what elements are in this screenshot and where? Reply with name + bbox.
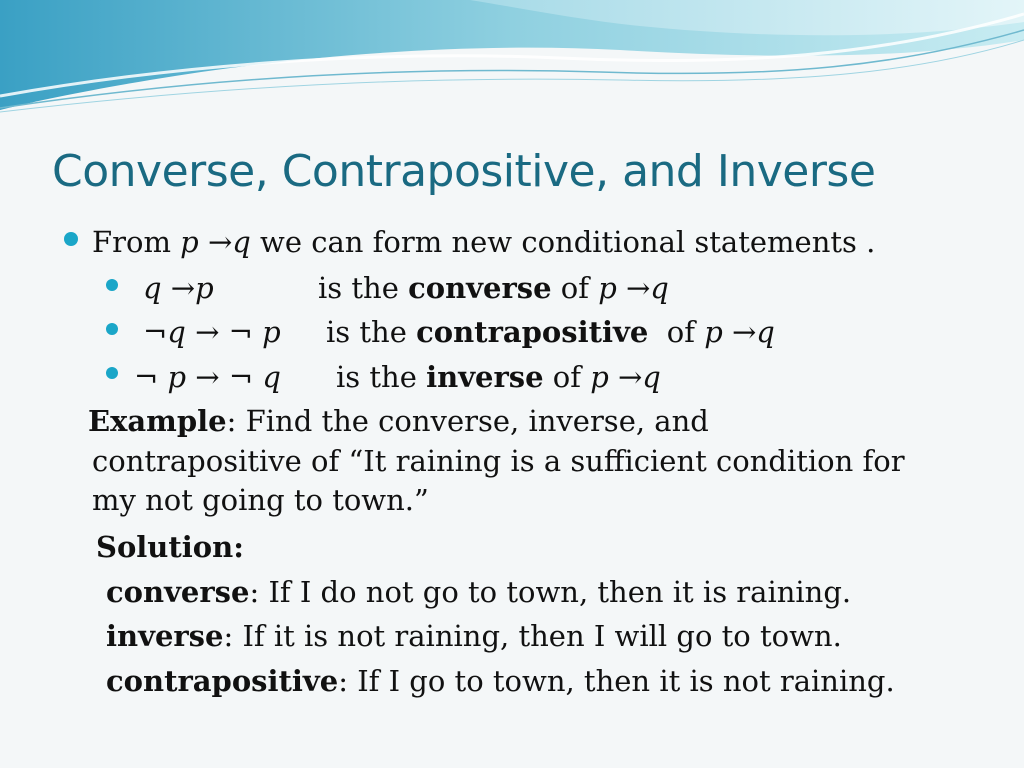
example-line-2: contrapositive of “It raining is a sufficient condition for	[92, 444, 905, 478]
example-line-1	[88, 404, 709, 438]
solution-contrapositive-term: contrapositive	[106, 664, 339, 698]
intro-text-before: From	[92, 225, 171, 259]
contrapositive-of-expression: p →q	[704, 315, 775, 349]
converse-term: converse	[408, 271, 552, 305]
solution-label	[96, 530, 244, 564]
solution-converse-term: converse	[106, 575, 250, 609]
converse-description	[318, 271, 669, 305]
inverse-of-expression: p →q	[590, 360, 661, 394]
inverse-pre: is the	[336, 360, 417, 394]
contrapositive-post: of	[666, 315, 695, 349]
contrapositive-term: contrapositive	[416, 315, 649, 349]
converse-post: of	[560, 271, 589, 305]
inverse-post: of	[552, 360, 581, 394]
slide-title: Converse, Contrapositive, and Inverse	[52, 146, 876, 197]
converse-of-expression: p →q	[598, 271, 669, 305]
intro-line	[92, 225, 875, 259]
solution-contrapositive-text: : If I go to town, then it is not raining.	[338, 664, 895, 698]
contrapositive-description	[326, 315, 775, 349]
solution-contrapositive	[106, 664, 895, 698]
bullet-dot-icon	[64, 232, 78, 246]
inverse-term: inverse	[426, 360, 544, 394]
inverse-description	[336, 360, 661, 394]
contrapositive-expression: ¬q → ¬ p	[143, 315, 281, 349]
bullet-dot-icon	[106, 323, 118, 335]
solution-inverse-text: : If it is not raining, then I will go to town.	[223, 619, 842, 653]
solution-heading: Solution:	[96, 530, 244, 564]
solution-inverse	[106, 619, 842, 653]
contrapositive-pre: is the	[326, 315, 407, 349]
converse-expression: q →p	[143, 271, 214, 305]
example-label: Example	[88, 404, 227, 438]
bullet-dot-icon	[106, 367, 118, 379]
inverse-expression: ¬ p → ¬ q	[134, 360, 281, 394]
example-line-3: my not going to town.”	[92, 483, 429, 517]
converse-pre: is the	[318, 271, 399, 305]
intro-text-after: we can form new conditional statements .	[260, 225, 876, 259]
solution-converse-text: : If I do not go to town, then it is raining.	[249, 575, 852, 609]
bullet-dot-icon	[106, 279, 118, 291]
solution-converse	[106, 575, 851, 609]
solution-inverse-term: inverse	[106, 619, 224, 653]
intro-expression: p →q	[180, 225, 251, 259]
example-text-1: : Find the converse, inverse, and	[226, 404, 709, 438]
header-wave-decoration	[0, 0, 1024, 120]
